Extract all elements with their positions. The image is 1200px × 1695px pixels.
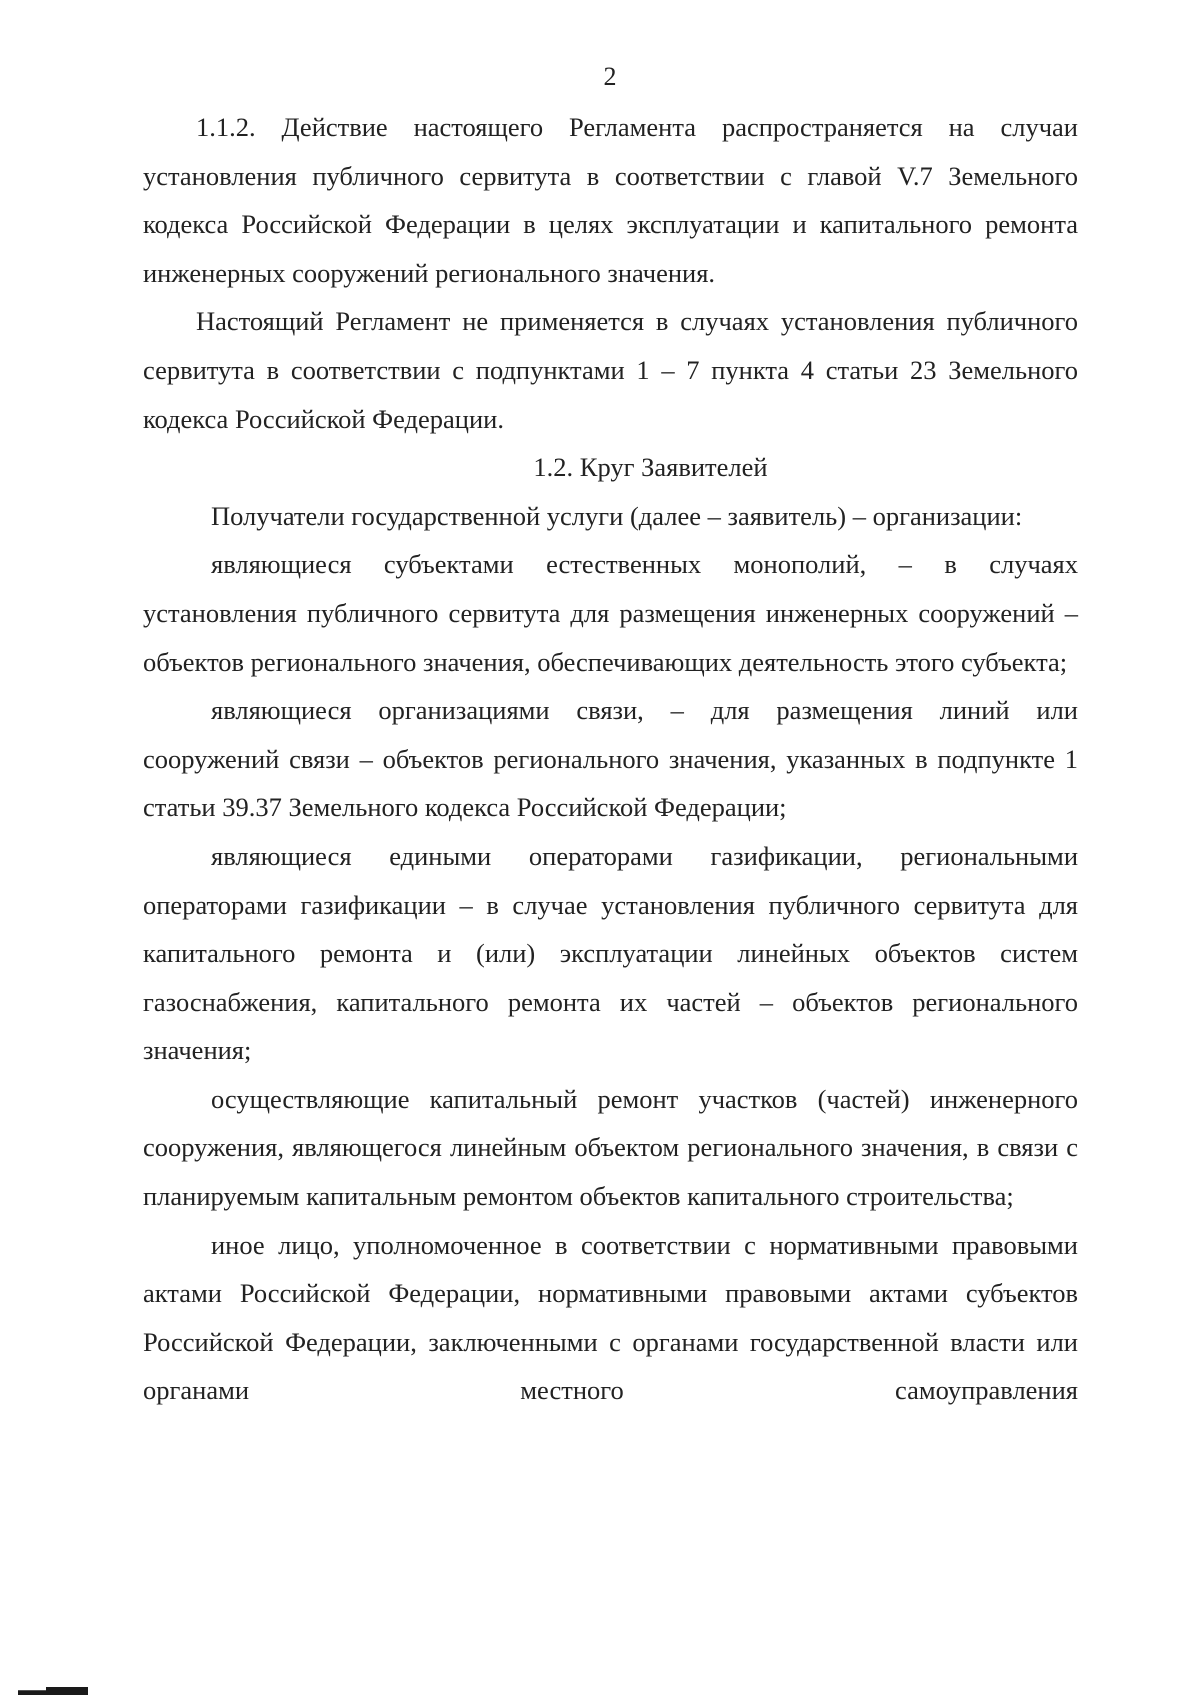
section-heading-applicants: 1.2. Круг Заявителей (533, 452, 768, 483)
paragraph-recipients: Получатели государственной услуги (далее – заявитель) – организации: (211, 500, 1023, 531)
paragraph-other-person: иное лицо, уполномоченное в соответствии с нормативными правовыми актами Российской Федерации, нормативными правовыми актами субъектов Российской Федерации, заключенными с органами государственной власти или органами местного самоуправления (143, 1229, 1078, 1406)
paragraph-1-1-2: 1.1.2. Действие настоящего Регламента распространяется на случаи установления публичного сервитута в соответствии с главой V.7 Земельного кодекса Российской Федерации в целях эксплуатации и капитального ремонта инженерных сооружений регионального значения. (143, 112, 1078, 288)
scan-edge-mark (18, 1687, 88, 1695)
document-body (143, 103, 1078, 1415)
paragraph-regulation-not-applied: Настоящий Регламент не применяется в случаях установления публичного сервитута в соответствии с подпунктами 1 – 7 пункта 4 статьи 23 Земельного кодекса Российской Федерации. (143, 306, 1078, 434)
paragraph-capital-repair: осуществляющие капитальный ремонт участков (частей) инженерного сооружения, являющегося линейным объектом регионального значения, в связи с планируемым капитальным ремонтом объектов капитального строительства; (143, 1083, 1078, 1212)
paragraph-gasification-operators: являющиеся едиными операторами газификации, региональными операторами газификации – в случае установления публичного сервитута для капитального ремонта и (или) эксплуатации линейных объектов систем газоснабжения, капитального ремонта их частей – объектов регионального значения; (143, 840, 1078, 1066)
paragraph-communication-orgs: являющиеся организациями связи, – для размещения линий или сооружений связи – объектов регионального значения, указанных в подпункте 1 статьи 39.37 Земельного кодекса Российской Федерации; (143, 695, 1078, 823)
page-number: 2 (603, 62, 617, 91)
paragraph-natural-monopolies: являющиеся субъектами естественных монополий, – в случаях установления публичного сервитута для размещения инженерных сооружений – объектов регионального значения, обеспечивающих деятельность этого субъекта; (143, 549, 1078, 677)
